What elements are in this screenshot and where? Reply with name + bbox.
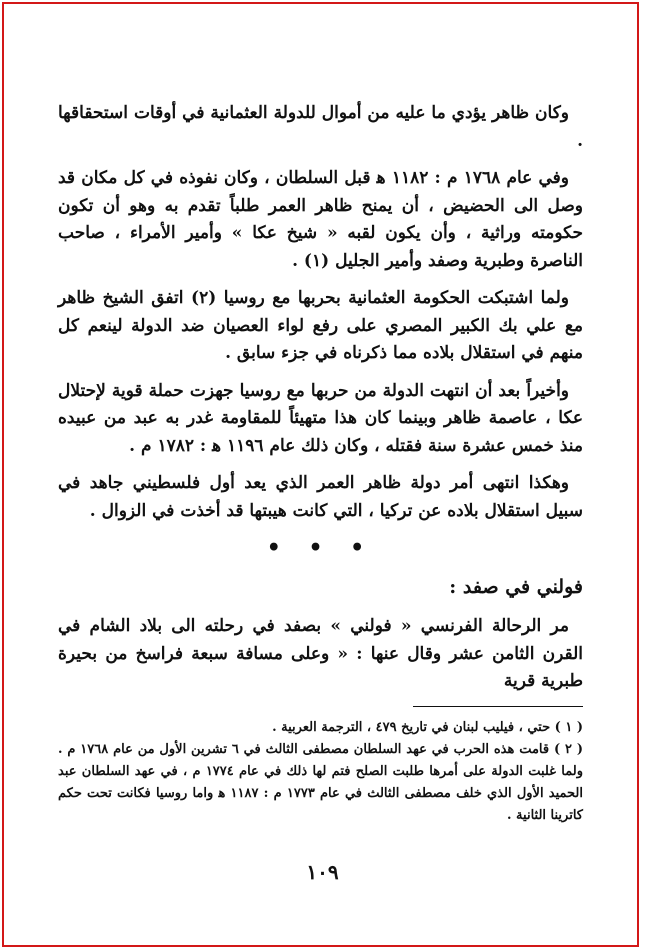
paragraph-1: وكان ظاهر يؤدي ما عليه من أموال للدولة العثمانية في أوقات استحقاقها . [58,103,583,151]
section-body: مر الرحالة الفرنسي « فولني » بصفد في رحلته الى بلاد الشام في القرن الثامن عشر وقال عنها : « وعلى مسافة سبعة فراسخ من بحيرة طبرية قرية [58,616,583,691]
footnote-rule [413,706,583,707]
paragraph-3: ولما اشتبكت الحكومة العثمانية بحربها مع روسيا (٢) اتفق الشيخ ظاهر مع علي بك الكبير المصري على رفع لواء العصيان ضد الدولة لينعم كل منهم في استقلال بلاده مما ذكرناه في جزء سابق . [58,288,583,363]
section-separator: • • • [266,535,375,561]
footnote-2: ( ٢ ) قامت هذه الحرب في عهد السلطان مصطفى الثالث في ٦ تشرين الأول من عام ١٧٦٨ م . ولما غلبت الدولة على أمرها طلبت الصلح فتم لها ذلك في عام ١٧٧٤ م ، في عهد السلطان عبد الحميد الأول الذي خلف مصطفى الثالث في عام ١٧٧٣ م : ١١٨٧ ﻫ واما روسيا فكانت تحت حكم كاترينا الثانية . [58,741,583,823]
paragraph-2: وفي عام ١٧٦٨ م : ١١٨٢ ﻫ قبل السلطان ، وكان نفوذه في كل مكان قد وصل الى الحضيض ، أن يمنح ظاهر العمر طلباً تقدم به وهو أن تكون حكومته وراثية ، وأن يكون لقبه « شيخ عكا » وأمير الأمراء ، صاحب الناصرة وطبرية وصفد وأمير الجليل (١) . [58,168,583,271]
book-page [58,100,583,827]
page-number: ١٠٩ [306,860,339,884]
paragraph-5: وهكذا انتهى أمر دولة ظاهر العمر الذي يعد أول فلسطيني جاهد في سبيل استقلال بلاده عن تركيا ، التي كانت هيبتها قد أخذت في الزوال . [58,473,583,521]
paragraph-4: وأخيراً بعد أن انتهت الدولة من حربها مع روسيا جهزت حملة قوية لإحتلال عكا ، عاصمة ظاهر وبينما كان هذا متهيئاً للمقاومة غدر به عبد من عبيده منذ خمس عشرة سنة فقتله ، وكان ذلك عام ١١٩٦ ﻫ : ١٧٨٢ م . [58,380,583,456]
section-title: فولني في صفد : [449,576,583,598]
footnotes [58,717,583,827]
footnote-1: ( ١ ) حتي ، فيليب لبنان في تاريخ ٤٧٩ ، الترجمة العربية . [272,719,583,735]
